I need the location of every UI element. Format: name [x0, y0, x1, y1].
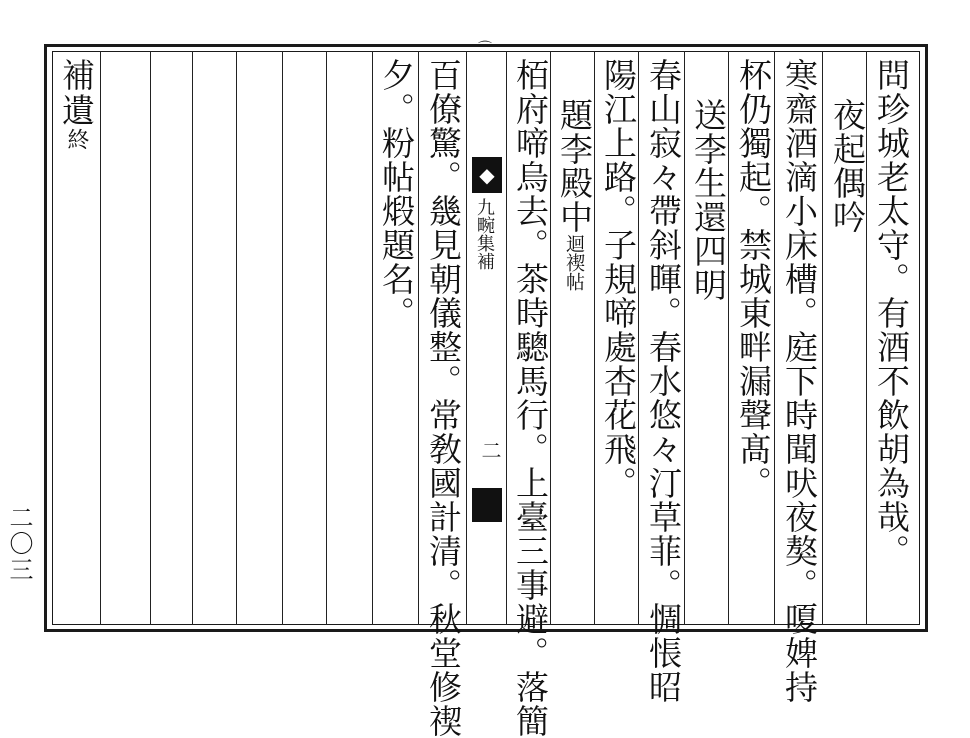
- column-rule: [326, 51, 327, 625]
- poem-title: 送李生還四明: [689, 98, 728, 302]
- text-column: 杯仍獨起。禁城東畔漏聲髙。: [734, 58, 773, 500]
- leaf-number: 二: [478, 440, 502, 460]
- fishtail-mark: ◆: [472, 157, 502, 193]
- poem-title: 題李殿中: [555, 98, 594, 234]
- text-column: 栢府啼烏去。茶時驄馬行。上臺三事避。落簡: [511, 58, 550, 738]
- column-rule: [418, 51, 419, 625]
- text-column: 夕。粉帖煅題名。: [377, 58, 416, 330]
- column-rule: [372, 51, 373, 625]
- column-rule: [550, 51, 551, 625]
- column-rule: [236, 51, 237, 625]
- column-rule: [774, 51, 775, 625]
- column-rule: [100, 51, 101, 625]
- book-title: 九畹集補: [474, 198, 495, 270]
- poem-title: 夜起偶吟: [828, 98, 867, 234]
- column-rule: [594, 51, 595, 625]
- column-rule: [506, 51, 507, 625]
- column-rule: [684, 51, 685, 625]
- text-column: 百僚驚。㡬見朝儀整。常敎國計清。秋堂修禊: [424, 58, 463, 738]
- title-note: 迴禊帖: [563, 234, 585, 291]
- colophon: [58, 58, 94, 150]
- column-rule: [728, 51, 729, 625]
- text-column: 陽江上路。子規啼處杏花飛。: [599, 58, 638, 500]
- end-mark: 終: [64, 128, 89, 150]
- text-column: 春山寂々帶斜暉。春水悠々汀草菲。惆悵昭: [644, 58, 683, 704]
- fold-mark: ⌒: [478, 41, 492, 57]
- page-number: 二〇三: [5, 505, 33, 583]
- poem-title-group: [556, 98, 592, 291]
- column-rule: [822, 51, 823, 625]
- column-rule: [192, 51, 193, 625]
- column-rule: [466, 51, 467, 625]
- column-rule: [150, 51, 151, 625]
- column-rule: [282, 51, 283, 625]
- fishtail-mark-bottom: [472, 488, 502, 522]
- text-column: 寒齋酒滴小床槽。庭下時聞吠夜獒。嗄婢持: [780, 58, 819, 704]
- column-rule: [638, 51, 639, 625]
- supplement-label: 補遺: [57, 58, 96, 128]
- text-column: 問珍城老太守。有酒不飲胡為哉。: [872, 58, 911, 568]
